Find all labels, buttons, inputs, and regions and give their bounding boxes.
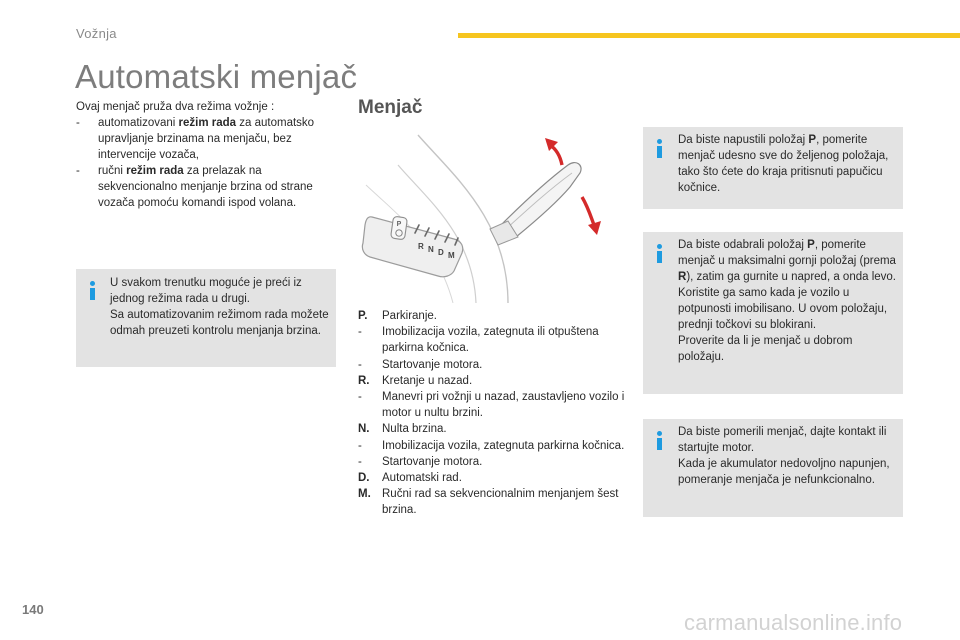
legend-row [358,486,626,518]
intro-item-bold: režim rada [126,165,184,177]
intro-item [76,115,338,163]
intro-item [76,163,338,211]
info-text-segment: Kada je akumulator nedovoljno napunjen, pomeranje menjača je nefunkcionalno. [678,458,890,486]
intro-dash: - [76,165,80,177]
legend-row [358,357,626,373]
gate-letter-r: R [418,242,424,251]
legend-row [358,373,626,389]
info-box-text [678,424,896,488]
legend-key: - [358,455,362,468]
legend-row [358,421,626,437]
legend-key: P. [358,310,368,322]
info-text-segment: , pomerite menjač udesno sve do željenog položaja, tako što ćete do kraja pritisnuti papučicu kočnice. [678,134,889,194]
legend-key: M. [358,488,371,501]
legend-text: Nulta brzina. [382,423,447,436]
intro-text [76,99,338,211]
legend-row [358,438,626,454]
intro-dash: - [76,117,80,129]
legend-text: Ručni rad sa sekvencionalnim menjanjem šest brzina. [382,488,619,517]
info-box-leave-park [643,127,903,209]
info-box-text [678,237,896,365]
info-icon [655,244,665,264]
info-text-segment: R [678,271,687,283]
info-icon [88,281,98,301]
page-number: 140 [22,602,44,617]
info-box-ignition [643,419,903,517]
info-text-segment: ), zatim ga gurnite u napred, a onda levo. [686,271,896,283]
arrow-down-icon [582,197,601,235]
info-box-mode-switch [76,269,336,367]
gate-letter-n: N [428,245,434,254]
legend-row [358,389,626,421]
header-accent-bar [458,33,960,38]
gate-letter-d: D [438,248,444,257]
gear-positions-legend [358,308,626,519]
gearbox-heading: Menjač [358,97,423,118]
info-line: U svakom trenutku moguće je preći iz jednog režima rada u drugi. [110,277,302,305]
info-box-select-park [643,232,903,394]
page-title: Automatski menjač [75,58,358,95]
legend-key: - [358,391,362,404]
intro-lead: Ovaj menjač pruža dva režima vožnje : [76,101,275,113]
legend-key: R. [358,374,370,387]
info-icon [655,139,665,159]
gate-letter-m: M [448,251,455,260]
legend-text: Kretanje u nazad. [382,374,473,387]
legend-row [358,324,626,356]
info-text-segment: Da biste pomerili menjač, dajte kontakt ili startujte motor. [678,426,887,454]
legend-text: Startovanje motora. [382,455,483,468]
legend-row [358,470,626,486]
gear-selector-illustration [358,125,620,303]
info-text-segment: Da biste odabrali položaj [678,239,808,251]
legend-row [358,454,626,470]
park-label: P [396,221,402,228]
legend-key: - [358,439,362,452]
intro-item-text: ručni [98,165,127,177]
legend-text: Manevri pri vožnji u nazad, zaustavljeno vozilo i motor u nultu brzini. [382,391,625,420]
intro-item-text: za automatsko upravljanje brzinama na menjaču, bez intervencije vozača, [98,117,315,161]
info-text-segment: P [807,239,815,251]
info-icon [655,431,665,451]
section-label: Vožnja [76,26,117,41]
intro-item-bold: režim rada [178,117,237,129]
legend-key: - [358,326,362,339]
legend-text: Parkiranje. [382,310,437,322]
legend-row [358,308,626,324]
intro-item-text: za prelazak na sekvencionalno menjanje brzina od strane vozača pomoću komandi ispod volana. [98,165,313,209]
legend-text: Startovanje motora. [382,358,483,371]
arrow-up-icon [545,138,562,165]
legend-key: - [358,358,362,371]
legend-key: N. [358,423,370,436]
legend-key: D. [358,472,370,485]
intro-item-text: automatizovani [98,117,179,129]
info-line: Sa automatizovanim režimom rada možete odmah preuzeti kontrolu menjanja brzina. [110,309,329,337]
legend-text: Imobilizacija vozila, zategnuta ili otpuštena parkirna kočnica. [382,326,599,355]
info-text-segment: Koristite ga samo kada je vozilo u potpunosti imobilisano. U ovom položaju, prednji točkovi su blokirani. [678,287,888,331]
info-box-text [110,275,330,339]
info-box-text [678,132,896,196]
info-text-segment: , pomerite menjač u maksimalni gornji položaj (prema [678,239,896,267]
info-text-segment: Proverite da li je menjač u dobrom položaju. [678,335,853,363]
info-text-segment: P [808,134,817,146]
watermark: carmanualsonline.info [684,610,903,635]
legend-text: Imobilizacija vozila, zategnuta parkirna kočnica. [382,439,625,452]
info-text-segment: Da biste napustili položaj [678,134,809,146]
legend-text: Automatski rad. [382,472,462,485]
